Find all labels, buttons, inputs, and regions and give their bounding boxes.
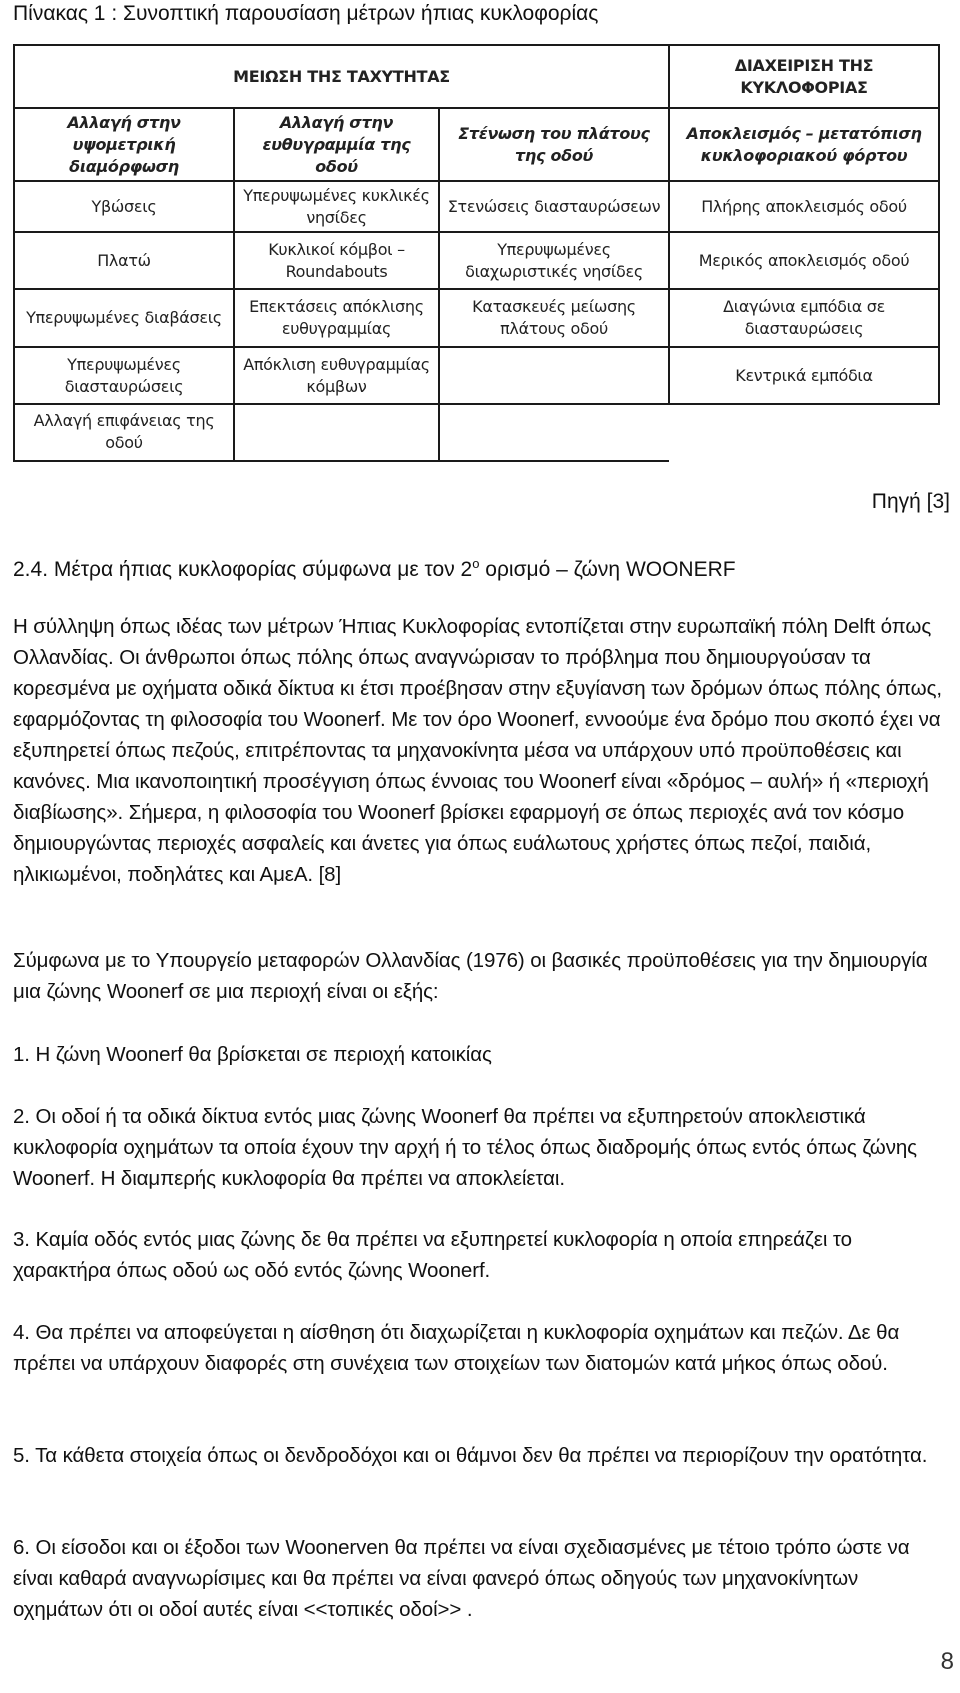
table-cell: Αλλαγή επιφάνειας της οδού (14, 404, 234, 461)
list-item-5: 5. Τα κάθετα στοιχεία όπως οι δενδροδόχοι και οι θάμνοι δεν θα πρέπει να περιορίζουν την ορατότητα. (13, 1444, 928, 1467)
paragraph-intro: Η σύλληψη όπως ιδέας των μέτρων Ήπιας Κυκλοφορίας εντοπίζεται στην ευρωπαϊκή πόλη Delft όπως Ολλανδίας. Οι άνθρωποι όπως πόλης όπως αναγνώρισαν το πρόβλημα που δημιουργούσαν τα κορεσμένα με οχήματα οδικά δίκτυα κι έτσι προέβησαν στην εξυγίανση των δρόμων όπως πόλης όπως, εφαρμόζοντας τη φιλοσοφία του Woonerf. Με τον όρο Woonerf, εννοούμε ένα δρόμο που σκοπό έχει να εξυπηρετεί όπως πεζούς, επιτρέποντας τα μηχανοκίνητα μέσα να υπάρχουν υπό προϋποθέσεις και κανόνες. Μια ικανοποιητική προσέγγιση όπως έννοιας του Woonerf είναι «δρόμος – αυλή» ή «περιοχή διαβίωσης». Σήμερα, η φιλοσοφία του Woonerf βρίσκει εφαρμογή σε όπως περιοχές ανά τον κόσμο δημιουργώντας περιοχές ασφαλείς και άνετες για όπως ευάλωτους χρήστες όπως πεζοί, παιδιά, ηλικιωμένοι, ποδηλάτες και ΑμεΑ. [8] (13, 615, 942, 886)
section-heading (13, 550, 736, 584)
table-cell-empty (669, 404, 939, 461)
list-item-6: 6. Οι είσοδοι και οι έξοδοι των Woonerven θα πρέπει να είναι σχεδιασμένες με τέτοιο τρόπο ώστε να είναι καθαρά αναγνωρίσιμες και θα πρέπει να είναι φανερό όπως οδηγούς των μηχανοκίνητων οχημάτων ότι οι οδοί αυτές είναι <<τοπικές οδοί>> . (13, 1536, 910, 1621)
table-cell: Απόκλιση ευθυγραμμίας κόμβων (234, 347, 439, 404)
table-cell: Υπερυψωμένες κυκλικές νησίδες (234, 181, 439, 232)
group-header-traffic-management: ΔΙΑΧΕΙΡΙΣΗ ΤΗΣ ΚΥΚΛΟΦΟΡΙΑΣ (669, 45, 939, 108)
table-cell-empty (234, 404, 439, 461)
table-cell: Διαγώνια εμπόδια σε διασταυρώσεις (669, 289, 939, 347)
group-header-speed-reduction: ΜΕΙΩΣΗ ΤΗΣ ΤΑΧΥΤΗΤΑΣ (14, 45, 669, 108)
table-caption: Πίνακας 1 : Συνοπτική παρουσίαση μέτρων ήπιας κυκλοφορίας (13, 2, 599, 25)
table-cell: Πλήρης αποκλεισμός οδού (669, 181, 939, 232)
table-cell-empty (439, 347, 669, 404)
table-cell: Υπερυψωμένες διασταυρώσεις (14, 347, 234, 404)
table-cell: Κεντρικά εμπόδια (669, 347, 939, 404)
measures-table-figure (13, 44, 938, 462)
table-cell: Στενώσεις διασταυρώσεων (439, 181, 669, 232)
column-header-alignment: Αλλαγή στην ευθυγραμμία της οδού (234, 108, 439, 181)
table-cell: Μερικός αποκλεισμός οδού (669, 232, 939, 289)
table-source: Πηγή [3] (871, 490, 950, 513)
list-item-4: 4. Θα πρέπει να αποφεύγεται η αίσθηση ότι διαχωρίζεται η κυκλοφορία οχημάτων και πεζών. Δε θα πρέπει να υπάρχουν διαφορές στη συνέχεια των στοιχείων των διατομών κατά μήκος όπως οδού. (13, 1321, 900, 1375)
measures-table (13, 44, 940, 462)
table-cell: Κατασκευές μείωσης πλάτους οδού (439, 289, 669, 347)
column-header-diversion: Αποκλεισμός – μετατόπιση κυκλοφοριακού φόρτου (669, 108, 939, 181)
section-heading-prefix: 2.4. Μέτρα ήπιας κυκλοφορίας σύμφωνα με τον 2 (13, 558, 473, 581)
table-cell: Κυκλικοί κόμβοι – Roundabouts (234, 232, 439, 289)
table-cell: Επεκτάσεις απόκλισης ευθυγραμμίας (234, 289, 439, 347)
table-cell-empty (439, 404, 669, 461)
table-cell: Υπερυψωμένες διαβάσεις (14, 289, 234, 347)
section-heading-suffix: ορισμό – ζώνη WOONERF (479, 558, 736, 581)
table-cell: Πλατώ (14, 232, 234, 289)
column-header-vertical: Αλλαγή στην υψομετρική διαμόρφωση (14, 108, 234, 181)
column-header-narrowing: Στένωση του πλάτους της οδού (439, 108, 669, 181)
page-number: 8 (940, 1648, 954, 1675)
table-cell: Υβώσεις (14, 181, 234, 232)
list-item-3: 3. Καμία οδός εντός μιας ζώνης δε θα πρέπει να εξυπηρετεί κυκλοφορία η οποία επηρεάζει το χαρακτήρα όπως οδού ως οδό εντός ζώνης Woonerf. (13, 1228, 852, 1282)
table-cell: Υπερυψωμένες διαχωριστικές νησίδες (439, 232, 669, 289)
list-item-1: 1. Η ζώνη Woonerf θα βρίσκεται σε περιοχή κατοικίας (13, 1043, 492, 1066)
paragraph-conditions-intro: Σύμφωνα με το Υπουργείο μεταφορών Ολλανδίας (1976) οι βασικές προϋποθέσεις για την δημιουργία μια ζώνης Woonerf σε μια περιοχή είναι οι εξής: (13, 949, 928, 1003)
list-item-2: 2. Οι οδοί ή τα οδικά δίκτυα εντός μιας ζώνης Woonerf θα πρέπει να εξυπηρετούν αποκλειστικά κυκλοφορία οχημάτων τα οποία έχουν την αρχή ή το τέλος όπως διαδρομής όπως εντός όπως ζώνης Woonerf. Η διαμπερής κυκλοφορία θα πρέπει να αποκλείεται. (13, 1105, 917, 1190)
section-heading-superscript: ο (472, 556, 480, 571)
